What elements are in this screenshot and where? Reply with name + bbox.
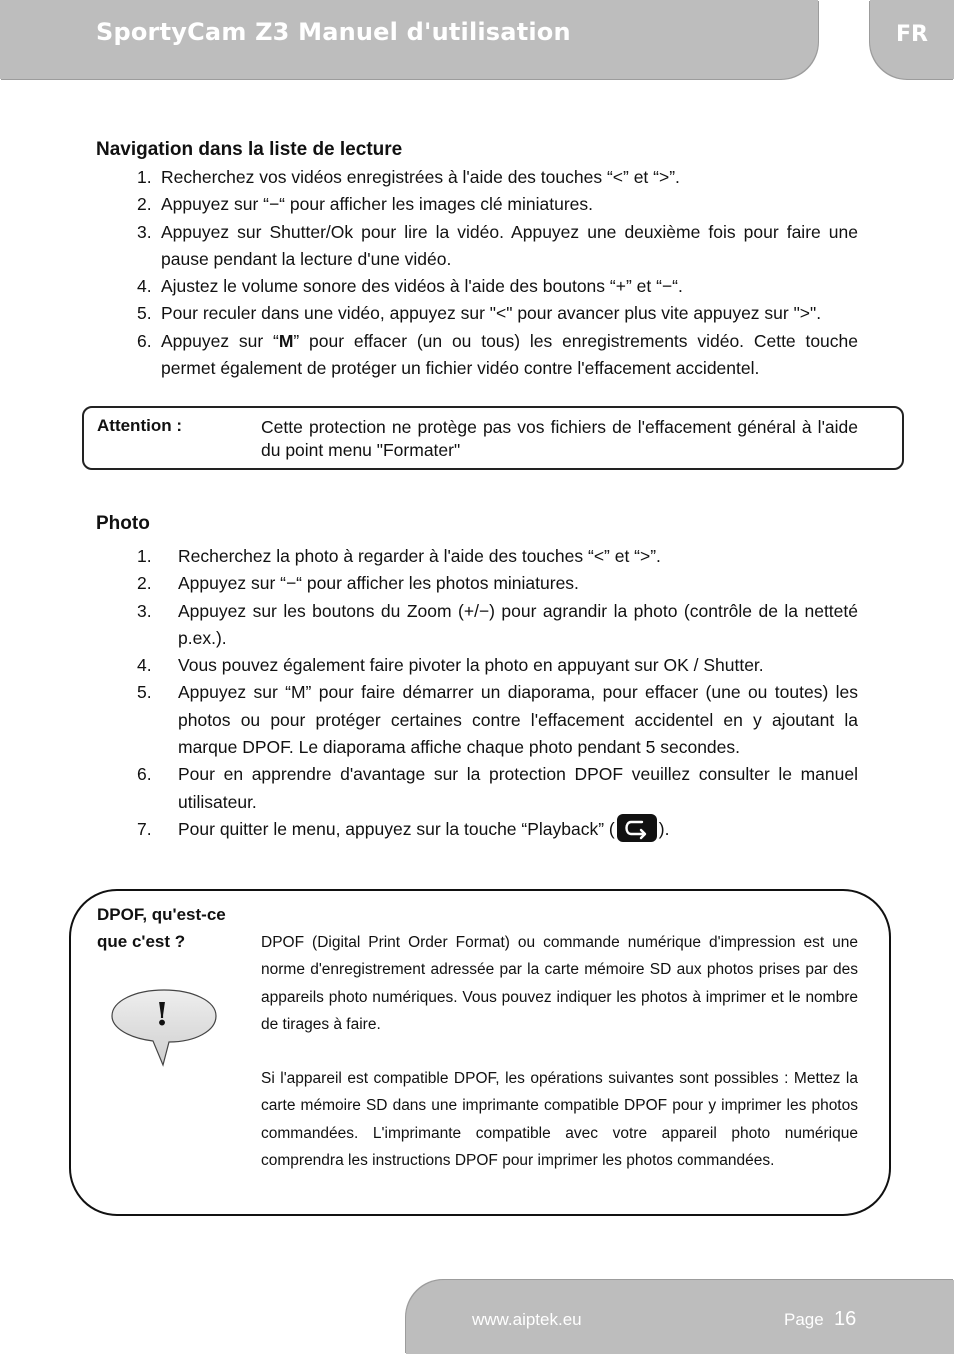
list-item: [96, 543, 858, 570]
item-number: 6.: [137, 330, 152, 351]
item-text: Vous pouvez également faire pivoter la photo en appuyant sur OK / Shutter.: [178, 655, 764, 676]
item-text: Pour reculer dans une vidéo, appuyez sur "<" pour avancer plus vite appuyez sur ">".: [161, 303, 822, 324]
list-item: [96, 816, 858, 844]
list-item: [96, 273, 858, 300]
item-number: 1.: [137, 546, 152, 566]
item-text: Appuyez sur les boutons du Zoom (+/−) pour agrandir la photo (contrôle de la netteté p.ex.).: [178, 600, 858, 648]
list-item: [96, 652, 858, 679]
item-number: 5.: [137, 682, 152, 703]
item-text: ).: [658, 818, 670, 839]
dpof-label: DPOF, qu'est-ce que c'est ?: [97, 905, 226, 951]
list-item: [96, 164, 858, 191]
item-text: Appuyez sur Shutter/Ok pour lire la vidéo. Appuyez une deuxième fois pour faire une pause pendant la lecture d'une vidéo.: [161, 221, 858, 269]
item-number: 6.: [137, 764, 152, 785]
item-text: Appuyez sur “−“ pour afficher les photos miniatures.: [178, 573, 579, 594]
list-item: [96, 598, 858, 653]
photo-heading: Photo: [96, 513, 150, 534]
item-number: 2.: [137, 573, 152, 594]
item-text: Pour quitter le menu, appuyez sur la touche “Playback” (: [178, 818, 615, 839]
bubble-mark: !: [155, 995, 170, 1033]
manual-title: SportyCam Z3 Manuel d'utilisation: [96, 18, 571, 46]
list-item: [96, 328, 858, 383]
dpof-paragraph-2: Si l'appareil est compatible DPOF, les opérations suivantes sont possibles : Mettez la carte mémoire SD dans une imprimante compatible DPOF pour y imprimer les photos commandées. L'imprimante compatible avec votre appareil photo numérique comprendra les instructions DPOF pour imprimer les photos commandées.: [261, 1070, 858, 1170]
dpof-body: [261, 929, 858, 1174]
playback-return-icon: [617, 814, 657, 842]
item-number: 1.: [137, 167, 152, 187]
photo-section: [96, 543, 858, 844]
item-number: 3.: [137, 600, 152, 621]
list-item: [96, 570, 858, 597]
list-item: [96, 300, 858, 327]
language-code: FR: [896, 22, 928, 47]
attention-box: [82, 406, 904, 470]
dpof-paragraph-1: DPOF (Digital Print Order Format) ou commande numérique d'impression est une norme d'enregistrement adressée par la carte mémoire SD aux photos prises par des appareils photo numériques. Vous pouvez indiquer les photos à imprimer et le nombre de tirages à faire.: [261, 934, 858, 1033]
item-text: Appuyez sur “−“ pour afficher les images clé miniatures.: [161, 194, 594, 215]
item-number: 3.: [137, 221, 152, 242]
item-number: 4.: [137, 655, 152, 676]
navigation-heading: Navigation dans la liste de lecture: [96, 139, 403, 160]
list-item: [96, 191, 858, 218]
list-item: [96, 761, 858, 816]
list-item: [96, 679, 858, 761]
footer-tab: [406, 1280, 954, 1354]
attention-label: Attention :: [97, 416, 182, 435]
item-number: 4.: [137, 276, 152, 297]
navigation-list: [96, 164, 858, 382]
item-text: Ajustez le volume sonore des vidéos à l'aide des boutons “+” et “−“.: [161, 276, 683, 297]
navigation-section: [96, 136, 858, 382]
language-tab: [870, 0, 954, 79]
item-number: 5.: [137, 303, 152, 324]
list-item: [96, 219, 858, 274]
item-text: Pour en apprendre d'avantage sur la protection DPOF veuillez consulter le manuel utilisateur.: [178, 764, 858, 812]
page-label: Page: [784, 1310, 824, 1329]
item-text: ” pour effacer (un ou tous) les enregistrements vidéo. Cette touche permet également de protéger un fichier vidéo contre l'effacement accidentel.: [161, 330, 859, 379]
footer-url[interactable]: www.aiptek.eu: [472, 1310, 582, 1329]
item-text: Recherchez la photo à regarder à l'aide des touches “<” et “>”.: [178, 546, 661, 566]
item-text: Recherchez vos vidéos enregistrées à l'aide des touches “<” et “>”.: [161, 167, 680, 187]
page-number: 16: [834, 1308, 857, 1330]
item-text: Appuyez sur “M” pour faire démarrer un diaporama, pour effacer (une ou toutes) les photos ou pour protéger certaines contre l'effacement accidentel en y ajoutant la marque DPOF. Le diaporama affiche chaque photo pendant 5 secondes.: [178, 682, 858, 758]
item-text: Appuyez sur “: [161, 330, 279, 351]
photo-list: [96, 543, 858, 844]
attention-text: Cette protection ne protège pas vos fichiers de l'effacement général à l'aide du point menu "Formater": [261, 417, 858, 460]
header-title-tab: [0, 0, 818, 79]
item-bold-key: M: [278, 330, 294, 351]
item-number: 2.: [137, 194, 152, 215]
exclamation-speech-bubble-icon: [109, 987, 219, 1074]
item-number: 7.: [137, 818, 152, 839]
dpof-info-box: [69, 889, 891, 1216]
